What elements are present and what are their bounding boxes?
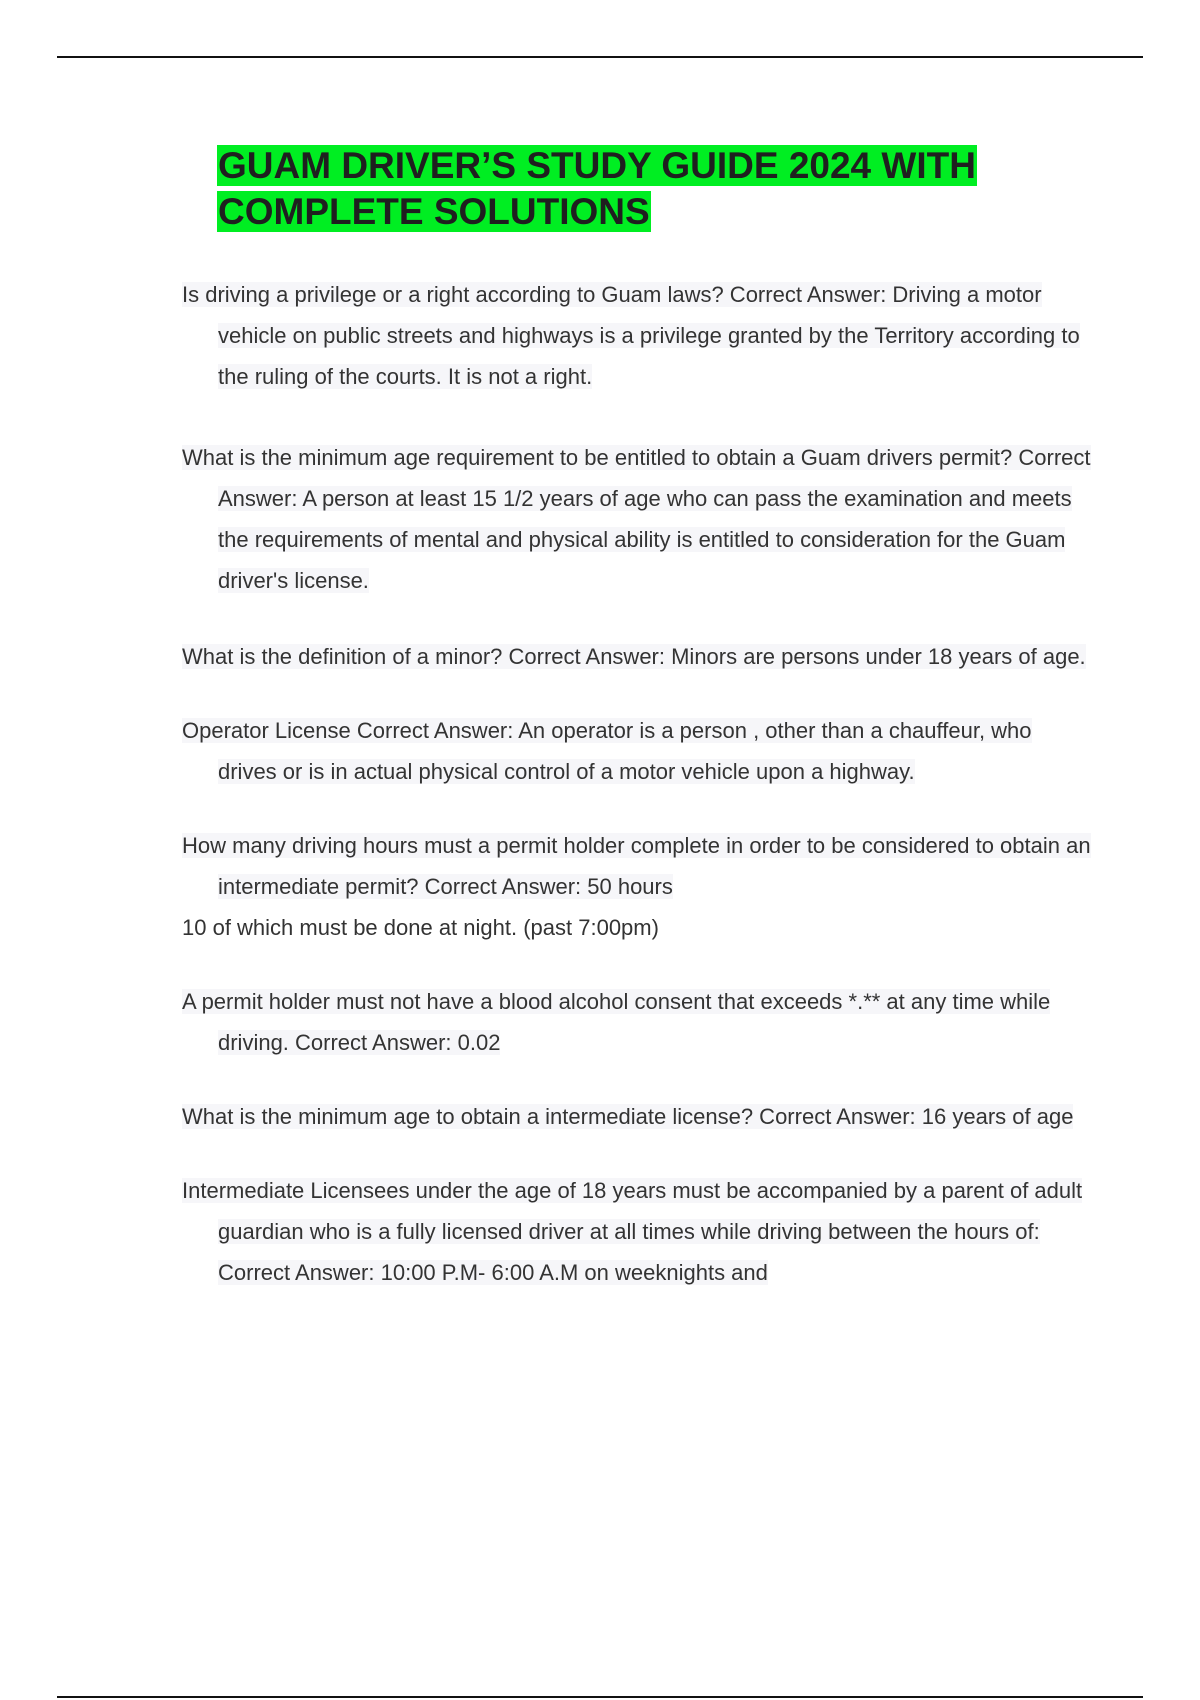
qa-text: Operator License Correct Answer: An operator is a person , other than a chauffeur, who drives or is in actual physical control of a motor vehicle upon a highway. [182, 718, 1032, 784]
qa-list [182, 274, 1092, 1333]
qa-item [182, 981, 1092, 1063]
title-block [217, 143, 1097, 235]
qa-text: How many driving hours must a permit holder complete in order to be considered to obtain an intermediate permit? Correct Answer: 50 hours [182, 833, 1091, 899]
qa-item [182, 825, 1092, 948]
qa-text: A permit holder must not have a blood alcohol consent that exceeds *.** at any time while driving. Correct Answer: 0.02 [182, 989, 1051, 1055]
qa-text: What is the definition of a minor? Correct Answer: Minors are persons under 18 years of age. [182, 644, 1086, 669]
qa-item [182, 1096, 1092, 1137]
qa-item [182, 1170, 1092, 1293]
bottom-rule [57, 1696, 1143, 1698]
qa-item [182, 274, 1092, 397]
top-rule [57, 56, 1143, 58]
qa-text: What is the minimum age to obtain a intermediate license? Correct Answer: 16 years of age [182, 1104, 1074, 1129]
qa-item [182, 636, 1092, 677]
qa-item [182, 437, 1092, 601]
qa-text: Is driving a privilege or a right according to Guam laws? Correct Answer: Driving a motor vehicle on public streets and highways is a privilege granted by the Territory according to the ruling of the courts. It is not a right. [182, 282, 1080, 389]
qa-text: Intermediate Licensees under the age of 18 years must be accompanied by a parent of adult guardian who is a fully licensed driver at all times while driving between the hours of: Correct Answer: 10:00 P.M- 6:00 A.M on weeknights and [182, 1178, 1083, 1285]
title-line-2: COMPLETE SOLUTIONS [218, 191, 650, 232]
title-line-1: GUAM DRIVER’S STUDY GUIDE 2024 WITH [218, 145, 976, 186]
qa-text: What is the minimum age requirement to be entitled to obtain a Guam drivers permit? Correct Answer: A person at least 15 1/2 years of age who can pass the examination and meets the requirements of mental and physical ability is entitled to consideration for the Guam driver's license. [182, 445, 1091, 593]
page-title [217, 143, 1097, 235]
qa-extra-line: 10 of which must be done at night. (past 7:00pm) [182, 915, 659, 940]
qa-item [182, 710, 1092, 792]
